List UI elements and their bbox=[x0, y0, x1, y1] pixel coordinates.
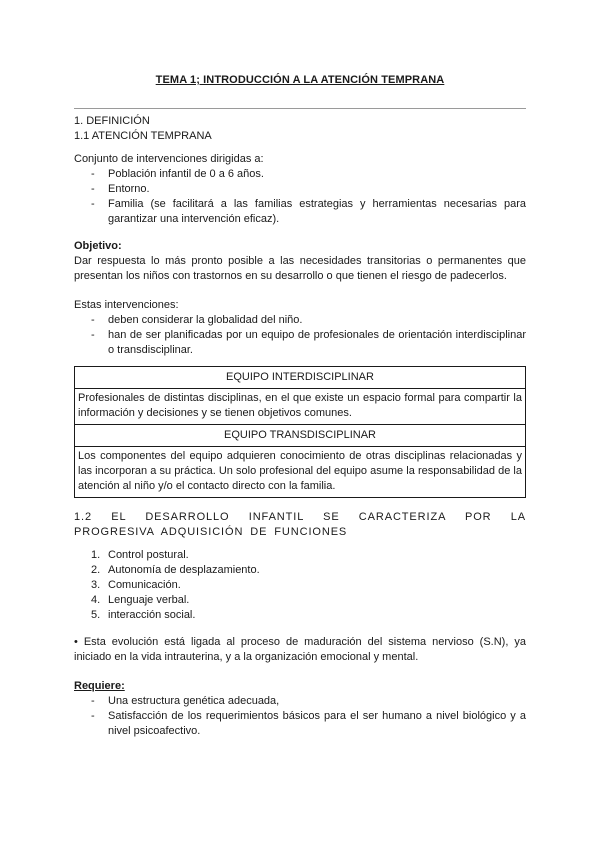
section-heading-desarrollo: 1.2 EL DESARROLLO INFANTIL SE CARACTERIZA POR LA PROGRESIVA ADQUISICIÓN DE FUNCIONES bbox=[74, 511, 526, 538]
section-heading-definicion: 1. DEFINICIÓN bbox=[74, 115, 150, 127]
list-item: - Una estructura genética adecuada, bbox=[74, 694, 526, 709]
transdisciplinary-team-title: EQUIPO TRANSDISCIPLINAR bbox=[75, 425, 525, 447]
list-text: Lenguaje verbal. bbox=[108, 594, 190, 606]
list-number: 3. bbox=[91, 579, 101, 591]
list-item bbox=[74, 608, 526, 623]
list-number: 5. bbox=[91, 609, 101, 621]
interdisciplinary-team-text: Profesionales de distintas disciplinas, en el que existe un espacio formal para compartir la información y decisiones y se tienen objetivos comunes. bbox=[75, 389, 525, 425]
list-item: - han de ser planificadas por un equipo de profesionales de orientación interdisciplinar o transdisciplinar. bbox=[74, 328, 526, 358]
document-title: TEMA 1; INTRODUCCIÓN A LA ATENCIÓN TEMPRANA bbox=[155, 74, 445, 86]
interdisciplinary-team-title: EQUIPO INTERDISCIPLINAR bbox=[75, 367, 525, 389]
list-number: 1. bbox=[91, 549, 101, 561]
list-text: interacción social. bbox=[108, 609, 196, 621]
list-item bbox=[74, 578, 526, 593]
objective-paragraph: Dar respuesta lo más pronto posible a las necesidades transitorias o permanentes que presentan los niños con trastornos en su desarrollo o que tienen el riesgo de padecerlos. bbox=[74, 255, 526, 282]
teams-table bbox=[74, 366, 526, 498]
list-item: - Familia (se facilitará a las familias estrategias y herramientas necesarias para garantizar una intervención eficaz). bbox=[74, 197, 526, 227]
evolution-paragraph: • Esta evolución está ligada al proceso de maduración del sistema nervioso (S.N), ya iniciado en la vida intrauterina, y a la organización emocional y mental. bbox=[74, 636, 526, 663]
list-number: 4. bbox=[91, 594, 101, 606]
list-text: Autonomía de desplazamiento. bbox=[108, 564, 260, 576]
objective-label: Objetivo: bbox=[74, 240, 122, 252]
list-item bbox=[74, 593, 526, 608]
list-item: - deben considerar la globalidad del niño. bbox=[74, 313, 526, 328]
targets-list bbox=[74, 167, 526, 227]
list-number: 2. bbox=[91, 564, 101, 576]
list-text: Comunicación. bbox=[108, 579, 181, 591]
list-text: Control postural. bbox=[108, 549, 189, 561]
requires-list bbox=[74, 694, 526, 739]
interventions-intro: Estas intervenciones: bbox=[74, 299, 179, 311]
intro-paragraph: Conjunto de intervenciones dirigidas a: bbox=[74, 153, 264, 165]
requires-label: Requiere: bbox=[74, 680, 125, 692]
list-item: - Satisfacción de los requerimientos básicos para el ser humano a nivel biológico y a nivel psicoafectivo. bbox=[74, 709, 526, 739]
list-item: - Entorno. bbox=[74, 182, 526, 197]
document-body bbox=[74, 114, 526, 739]
list-item bbox=[74, 548, 526, 563]
list-item bbox=[74, 563, 526, 578]
interventions-list bbox=[74, 313, 526, 358]
list-item: - Población infantil de 0 a 6 años. bbox=[74, 167, 526, 182]
functions-list bbox=[74, 548, 526, 623]
transdisciplinary-team-text: Los componentes del equipo adquieren conocimiento de otras disciplinas relacionadas y las incorporan a su práctica. Un solo profesional del equipo asume la responsabilidad de la atención al niño y/o el contacto directo con la familia. bbox=[78, 450, 522, 492]
subsection-heading-atencion: 1.1 ATENCIÓN TEMPRANA bbox=[74, 130, 212, 142]
title-divider bbox=[74, 108, 526, 109]
